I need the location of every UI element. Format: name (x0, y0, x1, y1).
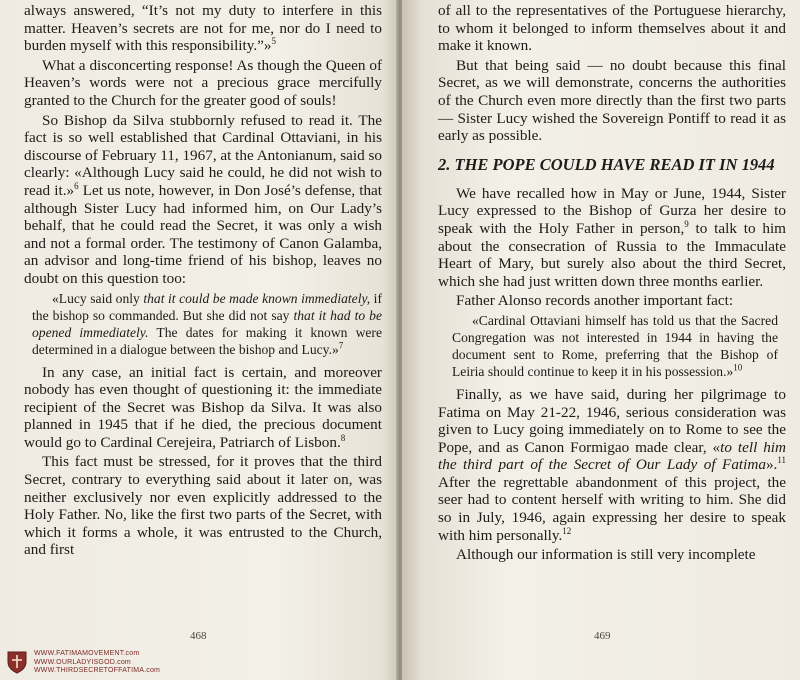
text-run: Let us note, however, in Don José’s defense, that although Sister Lucy had informed him, on Our Lady’s behalf, that he could read the Secret, it was only a wish and not a formal order. The testimony of Canon Galamba, an advisor and long-time friend of his bishop, leaves no doubt on this question too: (24, 181, 383, 287)
text-run: 2. THE POPE COULD HAVE READ IT IN 1944 (438, 154, 775, 174)
text-run: So Bishop da Silva stubbornly refused to read it. The fact is so well established that Cardinal Ottaviani, in his discourse of February 11, 1967, at the Antonianum, said so clearly: «Although Lucy said he could, he did not wish to read it.» (24, 111, 382, 199)
footnote-ref: 6 (74, 180, 79, 191)
text-run: if the bishop so commanded. But she did not say (32, 290, 382, 323)
paragraph (438, 2, 786, 55)
watermark-line: WWW.THIRDSECRETOFFATIMA.com (34, 667, 161, 674)
left-page-number: 468 (190, 630, 207, 642)
paragraph (24, 453, 382, 559)
emphasis-text: that it had to be opened immediately. (32, 307, 382, 340)
right-page (402, 0, 800, 680)
text-run: to talk to him about the consecration of Russia to the Immaculate Heart of Mary, but surely also about the third Secret, which she had just written down three months earlier. (438, 219, 786, 290)
paragraph (438, 546, 786, 564)
text-run: In any case, an initial fact is certain, and moreover nobody has even thought of questioning it: the immediate recipient of the Secret was Bishop da Silva. It was also planned in 1945 that if he died, the precious document would go to Cardinal Cerejeira, Patriarch of Lisbon. (24, 363, 382, 451)
footnote-ref: 7 (338, 339, 344, 350)
text-run: Although our information is still very incomplete (456, 546, 756, 564)
text-run: But that being said — no doubt because this final Secret, as we will demonstrate, concerns the authorities of the Church even more directly than the first two parts — Sister Lucy wished the Sovereign Pontiff to read it as early as possible. (438, 56, 786, 145)
text-run: always answered, “It’s not my duty to interfere in this matter. Heaven’s secrets are not for me, nor do I need to burden myself with this responsibility.” (24, 2, 382, 55)
block-quote (438, 312, 786, 380)
left-page-text (24, 2, 382, 561)
block-quote (24, 290, 382, 358)
right-page-text (438, 2, 786, 566)
text-run: Finally, as we have said, during her pilgrimage to Fatima on May 21-22, 1946, serious consideration was given to Lucy going immediately on to Rome to see the Pope, and as Canon Formigao made clear, « (438, 385, 786, 456)
footnote-ref: 11 (777, 455, 786, 466)
paragraph (24, 2, 382, 55)
text-run: What a disconcerting response! As though the Queen of Heaven’s words were not a precious grace mercifully granted to the Church for the greater good of souls! (24, 56, 382, 109)
right-page-number: 469 (594, 630, 611, 642)
left-page (0, 0, 398, 680)
text-run: Father Alonso records another important fact: (456, 292, 734, 310)
text-run: ». (765, 456, 778, 474)
shield-crest-icon (6, 650, 28, 674)
footnote-ref: 9 (684, 218, 689, 229)
footnote-ref: 8 (340, 432, 346, 443)
paragraph (438, 185, 786, 291)
paragraph (438, 292, 786, 310)
watermark-line: WWW.OURLADYISGOD.com (34, 658, 131, 666)
text-run: This fact must be stressed, for it proves that the third Secret, contrary to everything said about it later on, was neither exclusively nor even explicitly addressed to the Holy Father. No, like the first two parts of the Secret, with which it forms a whole, it was entrusted to the Church, and first (24, 453, 382, 559)
emphasis-text: that it could be made known immediately, (143, 290, 371, 306)
paragraph (24, 112, 382, 288)
footnote-ref: 12 (562, 525, 572, 536)
text-run: of all to the representatives of the Portuguese hierarchy, to whom it belonged to inform themselves about it and make it known. (438, 2, 786, 55)
watermark-line: WWW.FATIMAMOVEMENT.com (34, 650, 140, 657)
text-run: «Lucy said only (52, 290, 144, 306)
footnote-ref: 5 (271, 36, 276, 47)
footnote-ref: 10 (733, 362, 743, 373)
paragraph (24, 57, 382, 110)
watermark-lines (34, 650, 160, 676)
text-run: » (263, 37, 272, 55)
text-run: The dates for making it known were determined in a dialogue between the bishop and Lucy.» (32, 324, 382, 357)
text-run: «Cardinal Ottaviani himself has told us that the Sacred Congregation was not interested in 1944 in having the document sent to Rome, preferring that the Bishop of Leiria should continue to keep it in his possession.» (452, 312, 778, 379)
text-run: We have recalled how in May or June, 1944, Sister Lucy expressed to the Bishop of Gurza her desire to speak with the Holy Father in person, (438, 184, 786, 237)
paragraph (438, 57, 786, 145)
text-run: After the regrettable abandonment of this project, the seer had to content herself with writing to him. She did so in July, 1946, again expressing her desire to speak with him personally. (438, 473, 786, 544)
emphasis-text: to tell him the third part of the Secret of Our Lady of Fatima (438, 438, 786, 474)
paragraph (438, 386, 786, 544)
section-heading (438, 155, 786, 175)
paragraph (24, 364, 382, 452)
watermark (6, 644, 216, 678)
